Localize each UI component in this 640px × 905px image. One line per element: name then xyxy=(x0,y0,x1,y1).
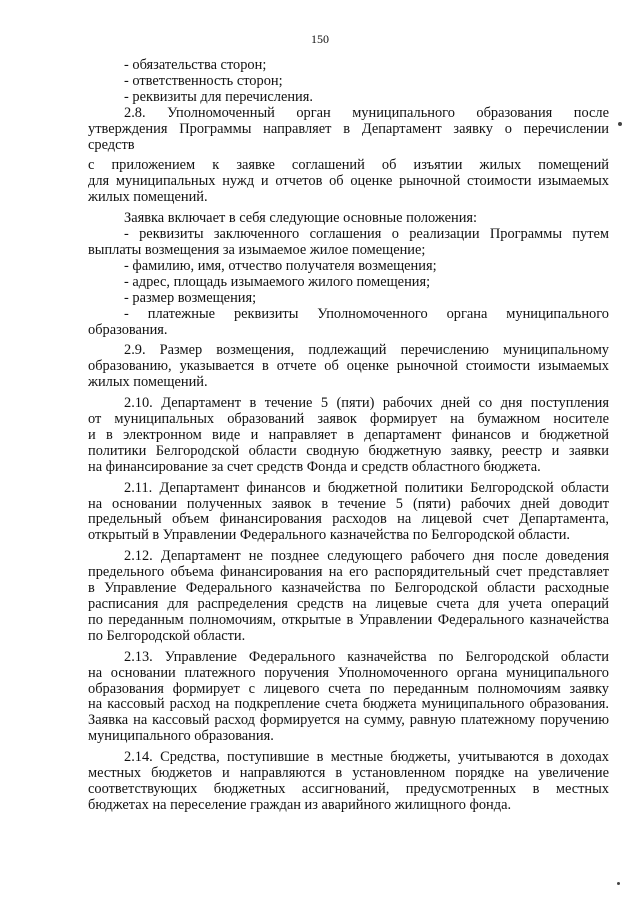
list-item: - адрес, площадь изымаемого жилого помещения; xyxy=(124,273,431,290)
list-item: - размер возмещения; xyxy=(124,289,257,306)
paragraph-2-10: 2.10. Департамент в течение 5 (пяти) рабочих дней со дня поступления от муниципальных образований заявок формирует на бумажном носителе и в электронном виде и направляет в департамент финансов и бюджетной политики Белгородской области сводную бюджетную заявку, реестр и заявки на финансирование за счет средств Фонда и средств областного бюджета. xyxy=(88,395,609,475)
paragraph-application-contents: Заявка включает в себя следующие основные положения: xyxy=(124,210,478,227)
paragraph-2-13: 2.13. Управление Федерального казначейства по Белгородской области на основании платежного поручения Уполномоченного органа муниципального образования формирует с лицевого счета по переданным полномочиям заявку на кассовый расход на подкрепление счета бюджета муниципального образования. Заявка на кассовый расход формируется на сумму, равную платежному поручению муниципального образования. xyxy=(88,648,609,745)
paragraph-2-14: 2.14. Средства, поступившие в местные бюджеты, учитываются в доходах местных бюджетов и направляются в установленном порядке на увеличение соответствующих бюджетных ассигнований, предусмотренных в местных бюджетах на переселение граждан из аварийного жилищного фонда. xyxy=(88,749,609,813)
list-item: - реквизиты заключенного соглашения о реализации Программы путем выплаты возмещения за изымаемое жилое помещение; xyxy=(88,226,609,258)
paragraph-2-8-continued: с приложением к заявке соглашений об изъятии жилых помещений для муниципальных нужд и отчетов об оценке рыночной стоимости изымаемых жилых помещений. xyxy=(88,157,609,206)
paragraph-2-12: 2.12. Департамент не позднее следующего рабочего дня после доведения предельного объема финансирования на его распорядительный счет представляет в Управление Федерального казначейства по Белгородской области расходные расписания для распределения средств на лицевые счета для учета операций по переданным полномочиям, открытые в Управлении Федерального казначейства по Белгородской области. xyxy=(88,548,609,644)
page-number: 150 xyxy=(311,32,329,46)
scan-speck xyxy=(617,882,620,885)
list-item: - платежные реквизиты Уполномоченного органа муниципального образования. xyxy=(88,305,609,338)
list-item: - фамилию, имя, отчество получателя возмещения; xyxy=(124,257,437,274)
list-item: - ответственность сторон; xyxy=(124,72,283,89)
paragraph-2-9: 2.9. Размер возмещения, подлежащий перечислению муниципальному образованию, указывается в отчете об оценке рыночной стоимости изымаемых жилых помещений. xyxy=(88,342,609,391)
paragraph-2-11: 2.11. Департамент финансов и бюджетной политики Белгородской области на основании полученных заявок в течение 5 (пяти) рабочих дней доводит предельный объем финансирования расходов на лицевой счет Департамента, открытый в Управлении Федерального казначейства по Белгородской области. xyxy=(88,479,609,544)
paragraph-2-8: 2.8. Уполномоченный орган муниципального образования после утверждения Программы направляет в Департамент заявку о перечислении средств xyxy=(88,104,609,153)
document-body xyxy=(88,58,609,814)
list-item: - реквизиты для перечисления. xyxy=(124,88,313,105)
scan-speck xyxy=(618,122,622,126)
list-item: - обязательства сторон; xyxy=(124,57,267,73)
